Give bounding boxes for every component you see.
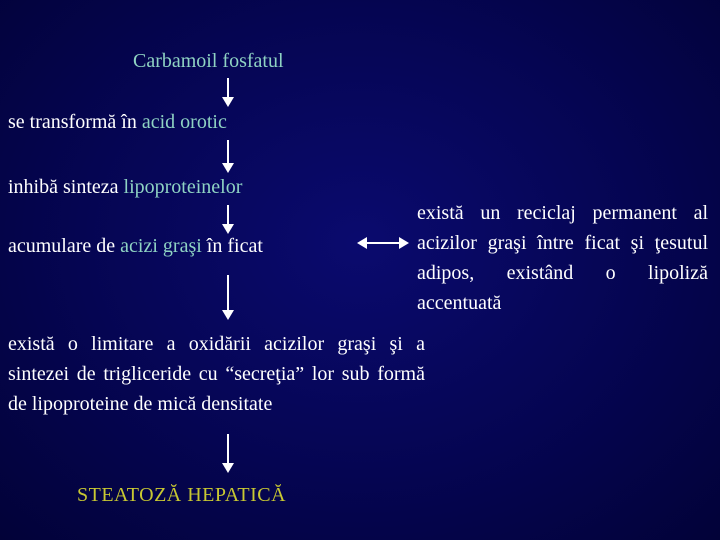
result-steatoza-hepatica: STEATOZĂ HEPATICĂ [77,484,287,506]
bidirectional-arrow [366,242,400,244]
step-carbamoil-fosfat: Carbamoil fosfatul [133,50,284,72]
step-inhibit-lipoproteins [8,172,242,202]
lipoproteine-highlight: lipoproteinelor [123,176,243,198]
step-acid-orotic-text: se transformă în [8,111,142,133]
down-arrow-2 [227,140,229,164]
acizi-grasi-highlight: acizi graşi [120,235,202,257]
step-accumulation-prefix: acumulare de [8,235,121,257]
step-accumulation-suffix: în ficat [201,235,263,257]
down-arrow-5 [227,434,229,464]
down-arrow-3 [227,205,229,225]
step-accumulation [8,231,263,261]
side-note-recycling: există un reciclaj permanent al acizilor graşi între ficat şi ţesutul adipos, existând o lipoliză accentuată [417,202,708,314]
down-arrow-1 [227,78,229,98]
step-inhibit-text: inhibă sinteza [8,176,124,198]
down-arrow-4 [227,275,229,311]
step-acid-orotic [8,107,227,137]
acid-orotic-highlight: acid orotic [141,111,227,133]
step-oxidation-limit: există o limitare a oxidării acizilor graşi şi a sintezei de trigliceride cu “secreţia” lor sub formă de lipoproteine de mică densitate [8,333,425,415]
